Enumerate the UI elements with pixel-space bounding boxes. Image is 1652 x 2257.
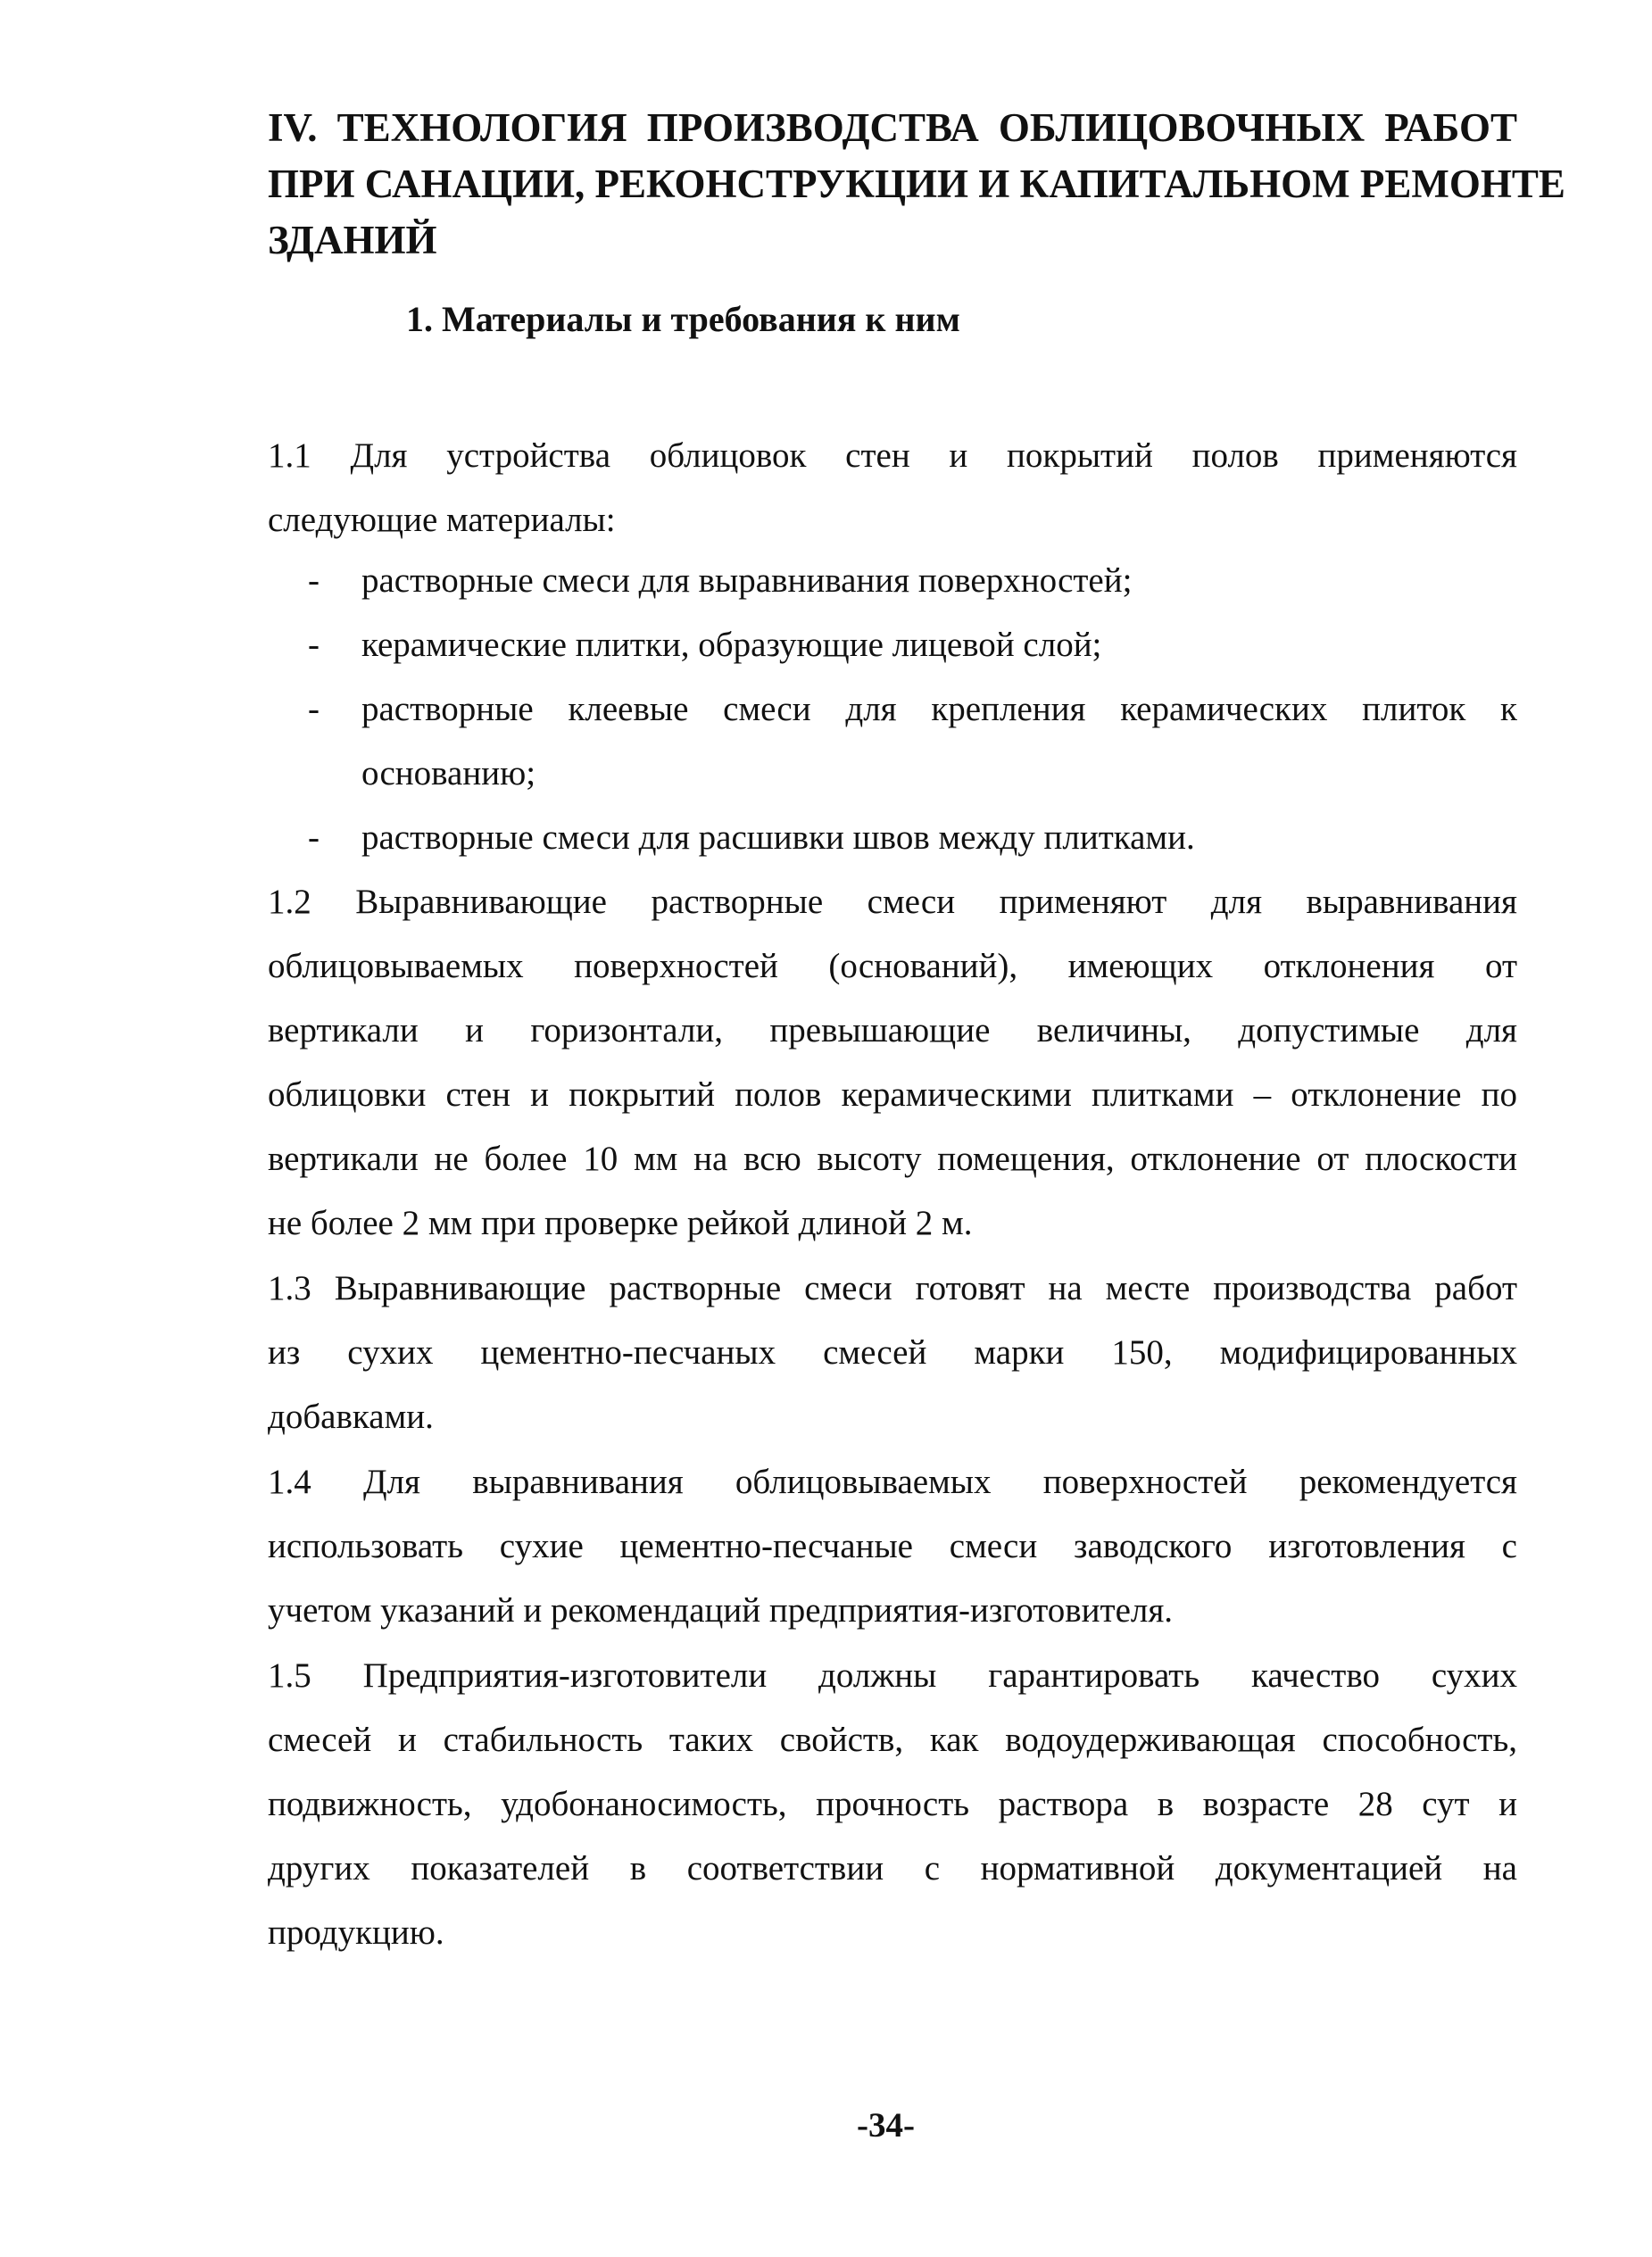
paragraph-line: 1.1 Для устройства облицовок стен и покрытий полов применяются bbox=[268, 436, 1517, 475]
page-number: -34- bbox=[857, 2106, 915, 2145]
paragraph-line: вертикали и горизонтали, превышающие величины, допустимые для bbox=[268, 1011, 1517, 1050]
chapter-title-line: ЗДАНИЙ bbox=[268, 218, 437, 262]
paragraph-1-5 bbox=[268, 1644, 1517, 1965]
bullet-dash: - bbox=[308, 818, 320, 857]
paragraph-line: подвижность, удобонаносимость, прочность раствора в возрасте 28 сут и bbox=[268, 1785, 1517, 1823]
paragraph-1-3 bbox=[268, 1257, 1517, 1449]
paragraph-line: вертикали не более 10 мм на всю высоту помещения, отклонение от плоскости bbox=[268, 1140, 1517, 1178]
list-item-text: керамические плитки, образующие лицевой слой; bbox=[361, 626, 1102, 664]
chapter-title-line: IV. ТЕХНОЛОГИЯ ПРОИЗВОДСТВА ОБЛИЦОВОЧНЫХ РАБОТ bbox=[268, 105, 1517, 150]
paragraph-1-1 bbox=[268, 424, 1517, 552]
bullet-dash: - bbox=[308, 561, 320, 600]
paragraph-line: продукцию. bbox=[268, 1913, 444, 1952]
chapter-title bbox=[268, 100, 1565, 269]
bullet-dash: - bbox=[308, 626, 320, 664]
list-item-text: основанию; bbox=[361, 754, 536, 792]
paragraph-line: 1.5 Предприятия-изготовители должны гарантировать качество сухих bbox=[268, 1656, 1517, 1695]
paragraph-line: не более 2 мм при проверке рейкой длиной 2 м. bbox=[268, 1204, 973, 1242]
paragraph-1-2 bbox=[268, 870, 1517, 1256]
list-item-text: растворные смеси для выравнивания поверхностей; bbox=[361, 561, 1133, 600]
paragraph-line: смесей и стабильность таких свойств, как водоудерживающая способность, bbox=[268, 1721, 1517, 1759]
paragraph-line: других показателей в соответствии с нормативной документацией на bbox=[268, 1849, 1517, 1888]
paragraph-line: облицовки стен и покрытий полов керамическими плитками – отклонение по bbox=[268, 1075, 1517, 1114]
chapter-title-line: ПРИ САНАЦИИ, РЕКОНСТРУКЦИИ И КАПИТАЛЬНОМ РЕМОНТЕ bbox=[268, 162, 1565, 206]
paragraph-line: следующие материалы: bbox=[268, 501, 616, 539]
list-item-text: растворные смеси для расшивки швов между плитками. bbox=[361, 818, 1195, 857]
paragraph-line: из сухих цементно-песчаных смесей марки 150, модифицированных bbox=[268, 1333, 1517, 1372]
bullet-dash: - bbox=[308, 690, 320, 728]
paragraph-line: 1.2 Выравнивающие растворные смеси применяют для выравнивания bbox=[268, 883, 1517, 921]
paragraph-line: учетом указаний и рекомендаций предприятия-изготовителя. bbox=[268, 1591, 1174, 1630]
paragraph-1-4 bbox=[268, 1450, 1517, 1643]
section-title: 1. Материалы и требования к ним bbox=[406, 299, 960, 339]
list-item-text: растворные клеевые смеси для крепления керамических плиток к bbox=[361, 690, 1517, 728]
paragraph-line: 1.4 Для выравнивания облицовываемых поверхностей рекомендуется bbox=[268, 1463, 1517, 1501]
paragraph-line: добавками. bbox=[268, 1398, 434, 1436]
paragraph-line: облицовываемых поверхностей (оснований), имеющих отклонения от bbox=[268, 947, 1517, 985]
paragraph-line: 1.3 Выравнивающие растворные смеси готовят на месте производства работ bbox=[268, 1269, 1517, 1307]
paragraph-line: использовать сухие цементно-песчаные смеси заводского изготовления с bbox=[268, 1527, 1517, 1565]
